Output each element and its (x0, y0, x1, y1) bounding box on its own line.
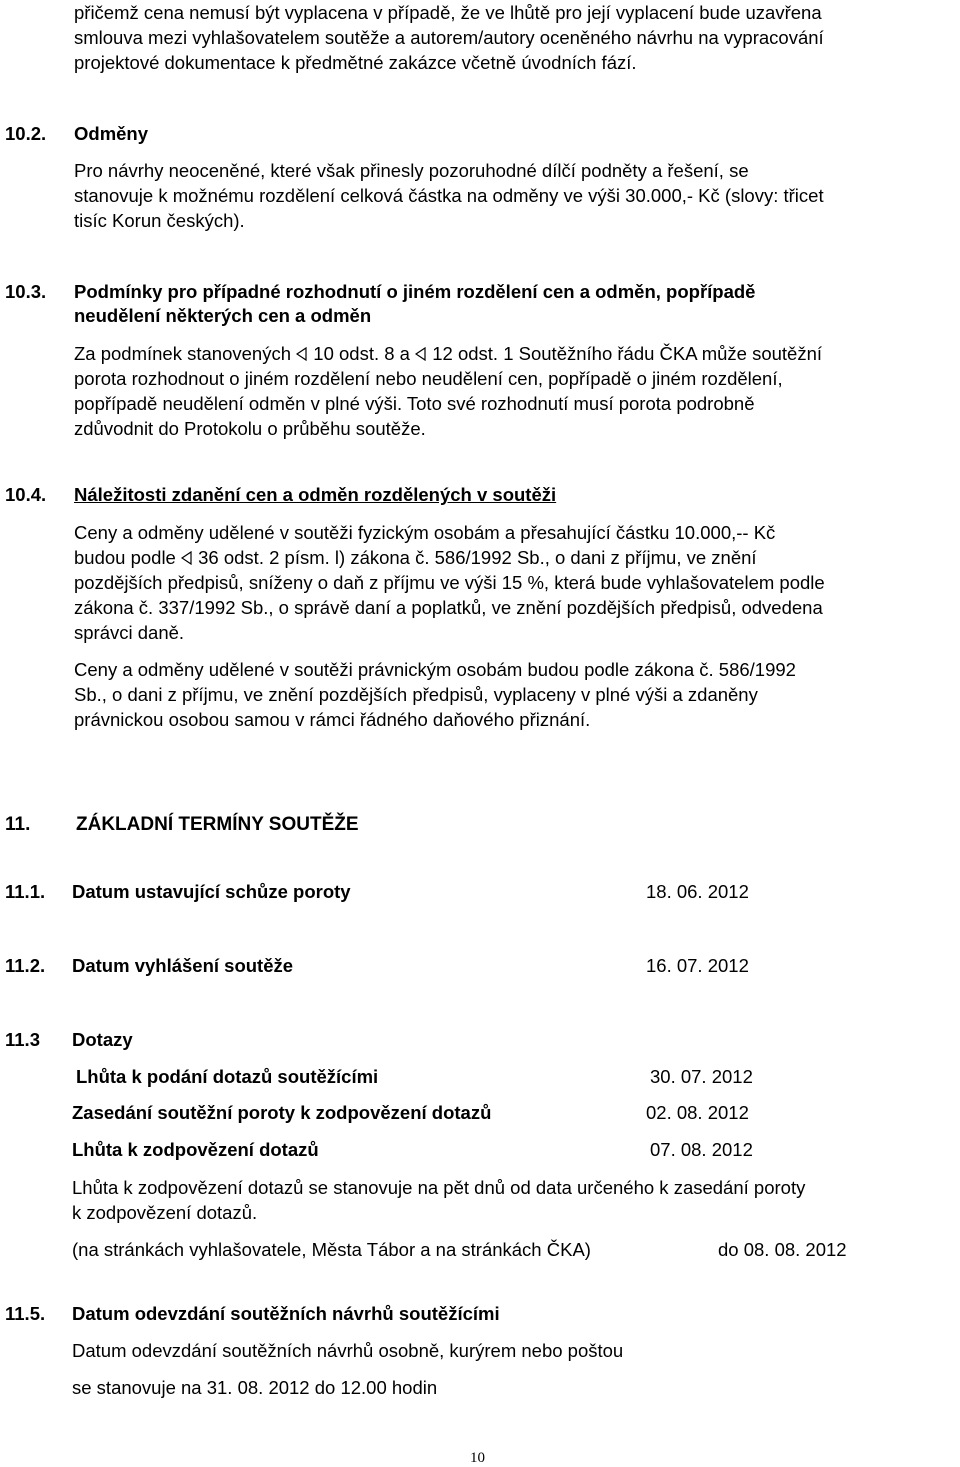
section-number-11: 11. (5, 814, 31, 835)
web-publication-label: (na stránkách vyhlašovatele, Města Tábor a na stránkách ČKA) (72, 1239, 591, 1260)
intro-line-1: přičemž cena nemusí být vyplacena v případě, že ve lhůtě pro její vyplacení bude uzavřena (74, 2, 822, 23)
section-title-10-2: Odměny (74, 123, 149, 144)
deadline-label: Zasedání soutěžní poroty k zodpovězení dotazů (72, 1102, 492, 1123)
paragraph-line: právnickou osobou samou v rámci řádného daňového přiznání. (74, 709, 591, 730)
paragraph-text: 10 odst. 8 a (313, 343, 410, 364)
paragraph-line (74, 547, 757, 569)
section-title-10-3-line-1: Podmínky pro případné rozhodnutí o jiném rozdělení cen a odměn, popřípadě (74, 281, 756, 302)
web-publication-date: do 08. 08. 2012 (718, 1239, 847, 1260)
paragraph-line: porota rozhodnout o jiném rozdělení nebo neudělení cen, popřípadě o jiném rozdělení, (74, 368, 783, 389)
paragraph-line: Datum odevzdání soutěžních návrhů osobně, kurýrem nebo poštou (72, 1340, 624, 1361)
date-11-1: 18. 06. 2012 (646, 881, 749, 902)
intro-line-3: projektové dokumentace k předmětné zakázce včetně úvodních fází. (74, 52, 637, 73)
section-title-10-3-line-2: neudělení některých cen a odměn (74, 305, 372, 326)
paragraph-text: budou podle (74, 547, 176, 568)
section-number-11-3: 11.3 (5, 1029, 40, 1050)
paragraph-line: zdůvodnit do Protokolu o průběhu soutěže. (74, 418, 426, 439)
section-title-11: ZÁKLADNÍ TERMÍNY SOUTĚŽE (76, 814, 359, 835)
page-number: 10 (470, 1450, 485, 1466)
date-11-2: 16. 07. 2012 (646, 955, 749, 976)
section-title-11-3: Dotazy (72, 1029, 133, 1050)
deadline-label: Lhůta k podání dotazů soutěžícími (76, 1066, 379, 1087)
deadline-date: 07. 08. 2012 (650, 1139, 753, 1160)
paragraph-line: tisíc Korun českých). (74, 210, 245, 231)
section-title-11-5: Datum odevzdání soutěžních návrhů soutěžícími (72, 1303, 500, 1324)
paragraph-text: 12 odst. 1 Soutěžního řádu ČKA může soutěžní (432, 343, 823, 364)
paragraph-line: k zodpovězení dotazů. (72, 1202, 258, 1223)
paragraph-line: Ceny a odměny udělené v soutěži právnickým osobám budou podle zákona č. 586/1992 (74, 659, 796, 680)
paragraph-line: Sb., o dani z příjmu, ve znění pozdějších předpisů, vyplaceny v plné výši a zdaněny (74, 684, 758, 705)
section-title-11-2: Datum vyhlášení soutěže (72, 955, 294, 976)
deadline-label: Lhůta k zodpovězení dotazů (72, 1139, 319, 1160)
paragraph-line: správci daně. (74, 622, 185, 643)
intro-line-2: smlouva mezi vyhlašovatelem soutěže a autorem/autory oceněného návrhu na vypracování (74, 27, 824, 48)
paragraph-line (74, 343, 822, 365)
deadline-date: 30. 07. 2012 (650, 1066, 753, 1087)
paragraph-line: popřípadě neudělení odměn v plné výši. Toto své rozhodnutí musí porota podrobně (74, 393, 755, 414)
paragraph-text: 36 odst. 2 písm. l) zákona č. 586/1992 Sb., o dani z příjmu, ve znění (198, 547, 757, 568)
section-number-11-2: 11.2. (5, 955, 46, 976)
paragraph-line: stanovuje k možnému rozdělení celková částka na odměny ve výši 30.000,- Kč (slovy: třicet (74, 185, 824, 206)
paragraph-line: Pro návrhy neoceněné, které však přinesly pozoruhodné dílčí podněty a řešení, se (74, 160, 749, 181)
deadline-date: 02. 08. 2012 (646, 1102, 749, 1123)
paragraph-line: pozdějších předpisů, sníženy o daň z příjmu ve výši 15 %, která bude vyhlašovatelem podle (74, 572, 825, 593)
section-sign-icon (181, 547, 193, 568)
section-sign-icon (415, 343, 427, 364)
paragraph-line: zákona č. 337/1992 Sb., o správě daní a poplatků, ve znění pozdějších předpisů, odvedena (74, 597, 823, 618)
paragraph-line: Lhůta k zodpovězení dotazů se stanovuje na pět dnů od data určeného k zasedání poroty (72, 1177, 806, 1198)
section-sign-icon (296, 343, 308, 364)
section-number-10-3: 10.3. (5, 281, 47, 302)
section-title-11-1: Datum ustavující schůze poroty (72, 881, 351, 902)
paragraph-text: Za podmínek stanovených (74, 343, 291, 364)
section-number-10-4: 10.4. (5, 484, 47, 505)
section-title-10-4: Náležitosti zdanění cen a odměn rozdělených v soutěži (74, 484, 557, 505)
section-number-10-2: 10.2. (5, 123, 47, 144)
section-number-11-1: 11.1. (5, 881, 46, 902)
paragraph-line: Ceny a odměny udělené v soutěži fyzickým osobám a přesahující částku 10.000,-- Kč (74, 522, 776, 543)
section-number-11-5: 11.5. (5, 1303, 46, 1324)
paragraph-line: se stanovuje na 31. 08. 2012 do 12.00 hodin (72, 1377, 438, 1398)
